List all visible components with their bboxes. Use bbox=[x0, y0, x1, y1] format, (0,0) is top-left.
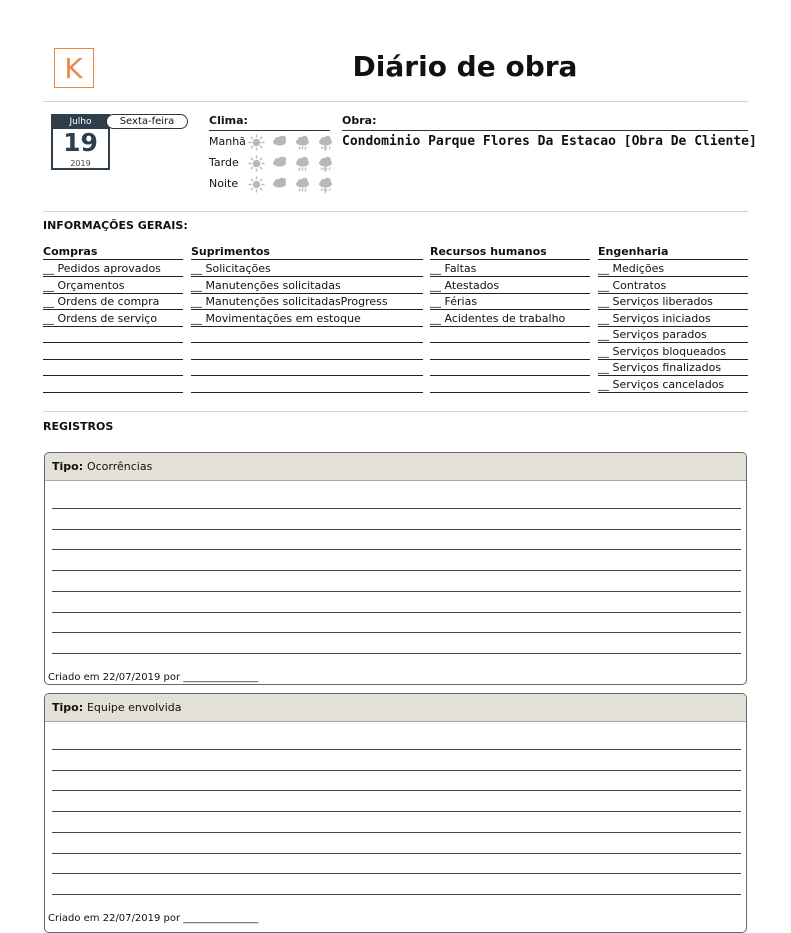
row-line bbox=[430, 309, 590, 310]
obra-label: Obra: bbox=[342, 114, 377, 127]
rain-cloud-icon[interactable] bbox=[294, 176, 311, 197]
row-line bbox=[430, 293, 590, 294]
general-info-title: INFORMAÇÕES GERAIS: bbox=[43, 219, 188, 232]
checklist-item[interactable]: __ Serviços finalizados bbox=[598, 361, 722, 374]
row-line bbox=[191, 342, 423, 343]
column-title: Compras bbox=[43, 245, 98, 258]
checklist-item[interactable]: __ Serviços parados bbox=[598, 328, 707, 341]
date-day: 19 bbox=[63, 128, 98, 157]
row-line bbox=[43, 359, 183, 360]
column-title: Recursos humanos bbox=[430, 245, 547, 258]
climate-period-tarde: Tarde bbox=[209, 156, 239, 169]
row-line bbox=[598, 309, 748, 310]
column-underline bbox=[43, 259, 183, 260]
sun-icon[interactable] bbox=[248, 134, 265, 155]
row-line bbox=[598, 342, 748, 343]
row-line bbox=[43, 392, 183, 393]
climate-label: Clima: bbox=[209, 114, 248, 127]
date-month: Julho bbox=[53, 116, 108, 129]
sun-icon[interactable] bbox=[248, 155, 265, 176]
record-line[interactable] bbox=[52, 811, 741, 812]
record-box bbox=[44, 452, 747, 685]
checklist-item[interactable]: __ Atestados bbox=[430, 278, 500, 292]
divider bbox=[43, 411, 748, 412]
row-line bbox=[43, 375, 183, 376]
record-type: Tipo: Ocorrências bbox=[45, 453, 746, 481]
sun-icon[interactable] bbox=[248, 176, 265, 197]
storm-cloud-icon[interactable] bbox=[317, 134, 334, 155]
storm-cloud-icon[interactable] bbox=[317, 155, 334, 176]
record-footer: Criado em 22/07/2019 por _______________ bbox=[48, 913, 259, 924]
divider bbox=[43, 211, 748, 212]
checklist-item[interactable]: __ Faltas bbox=[430, 262, 477, 275]
row-line bbox=[598, 326, 748, 327]
cloud-icon[interactable] bbox=[271, 155, 288, 176]
record-line[interactable] bbox=[52, 873, 741, 874]
row-line bbox=[598, 359, 748, 360]
checklist-item[interactable]: __ Acidentes de trabalho bbox=[430, 311, 566, 325]
checklist-item[interactable]: __ Medições bbox=[598, 262, 665, 275]
record-line[interactable] bbox=[52, 508, 741, 509]
column-title: Suprimentos bbox=[191, 245, 270, 258]
records-title: REGISTROS bbox=[43, 420, 114, 433]
row-line bbox=[430, 359, 590, 360]
checklist-item[interactable]: __ Pedidos aprovados bbox=[43, 262, 161, 275]
record-line[interactable] bbox=[52, 653, 741, 654]
row-line bbox=[598, 276, 748, 277]
date-weekday: Sexta-feira bbox=[106, 114, 188, 129]
checklist-item[interactable]: __ Serviços cancelados bbox=[598, 377, 725, 391]
checklist-item[interactable]: __ Serviços liberados bbox=[598, 295, 713, 308]
record-line[interactable] bbox=[52, 591, 741, 592]
row-line bbox=[43, 326, 183, 327]
record-line[interactable] bbox=[52, 749, 741, 750]
checklist-item[interactable]: __ Férias bbox=[430, 295, 478, 308]
climate-period-noite: Noite bbox=[209, 177, 239, 190]
column-underline bbox=[598, 259, 748, 260]
row-line bbox=[191, 293, 423, 294]
column-underline bbox=[191, 259, 423, 260]
row-line bbox=[430, 326, 590, 327]
checklist-item[interactable]: __ Orçamentos bbox=[43, 278, 125, 292]
rain-cloud-icon[interactable] bbox=[294, 155, 311, 176]
divider bbox=[43, 101, 748, 102]
row-line bbox=[598, 293, 748, 294]
checklist-item[interactable]: __ Solicitações bbox=[191, 262, 271, 275]
record-footer: Criado em 22/07/2019 por _______________ bbox=[48, 672, 259, 683]
row-line bbox=[430, 342, 590, 343]
record-line[interactable] bbox=[52, 632, 741, 633]
column-title: Engenharia bbox=[598, 245, 669, 258]
row-line bbox=[430, 392, 590, 393]
row-line bbox=[430, 375, 590, 376]
row-line bbox=[191, 309, 423, 310]
cloud-icon[interactable] bbox=[271, 134, 288, 155]
column-underline bbox=[430, 259, 590, 260]
row-line bbox=[43, 342, 183, 343]
logo-letter: K bbox=[64, 52, 83, 85]
record-line[interactable] bbox=[52, 570, 741, 571]
rain-cloud-icon[interactable] bbox=[294, 134, 311, 155]
row-line bbox=[430, 276, 590, 277]
row-line bbox=[43, 276, 183, 277]
row-line bbox=[43, 309, 183, 310]
row-line bbox=[43, 293, 183, 294]
record-line[interactable] bbox=[52, 549, 741, 550]
record-box bbox=[44, 693, 747, 933]
record-line[interactable] bbox=[52, 770, 741, 771]
climate-period-manhã: Manhã bbox=[209, 135, 246, 148]
record-line[interactable] bbox=[52, 612, 741, 613]
record-type: Tipo: Equipe envolvida bbox=[45, 694, 746, 722]
row-line bbox=[598, 375, 748, 376]
checklist-item[interactable]: __ Manutenções solicitadas bbox=[191, 278, 341, 292]
page-title: Diário de obra bbox=[352, 50, 578, 83]
record-line[interactable] bbox=[52, 832, 741, 833]
row-line bbox=[191, 326, 423, 327]
checklist-item[interactable]: __ Ordens de serviço bbox=[43, 311, 158, 325]
record-line[interactable] bbox=[52, 790, 741, 791]
checklist-item[interactable]: __ Movimentações em estoque bbox=[191, 311, 361, 325]
storm-cloud-icon[interactable] bbox=[317, 176, 334, 197]
record-line[interactable] bbox=[52, 853, 741, 854]
checklist-item[interactable]: __ Ordens de compra bbox=[43, 295, 160, 308]
row-line bbox=[191, 392, 423, 393]
row-line bbox=[191, 276, 423, 277]
row-line bbox=[598, 392, 748, 393]
cloud-icon[interactable] bbox=[271, 176, 288, 197]
obra-name: Condominio Parque Flores Da Estacao [Obra De Cliente] bbox=[342, 134, 757, 149]
row-line bbox=[191, 359, 423, 360]
checklist-item[interactable]: __ Serviços bloqueados bbox=[598, 344, 727, 358]
record-line[interactable] bbox=[52, 894, 741, 895]
checklist-item[interactable]: __ Manutenções solicitadasProgress bbox=[191, 295, 388, 308]
date-calendar bbox=[51, 114, 110, 170]
date-year: 2019 bbox=[70, 159, 91, 168]
row-line bbox=[191, 375, 423, 376]
checklist-item[interactable]: __ Serviços iniciados bbox=[598, 311, 711, 325]
checklist-item[interactable]: __ Contratos bbox=[598, 278, 667, 292]
record-line[interactable] bbox=[52, 529, 741, 530]
